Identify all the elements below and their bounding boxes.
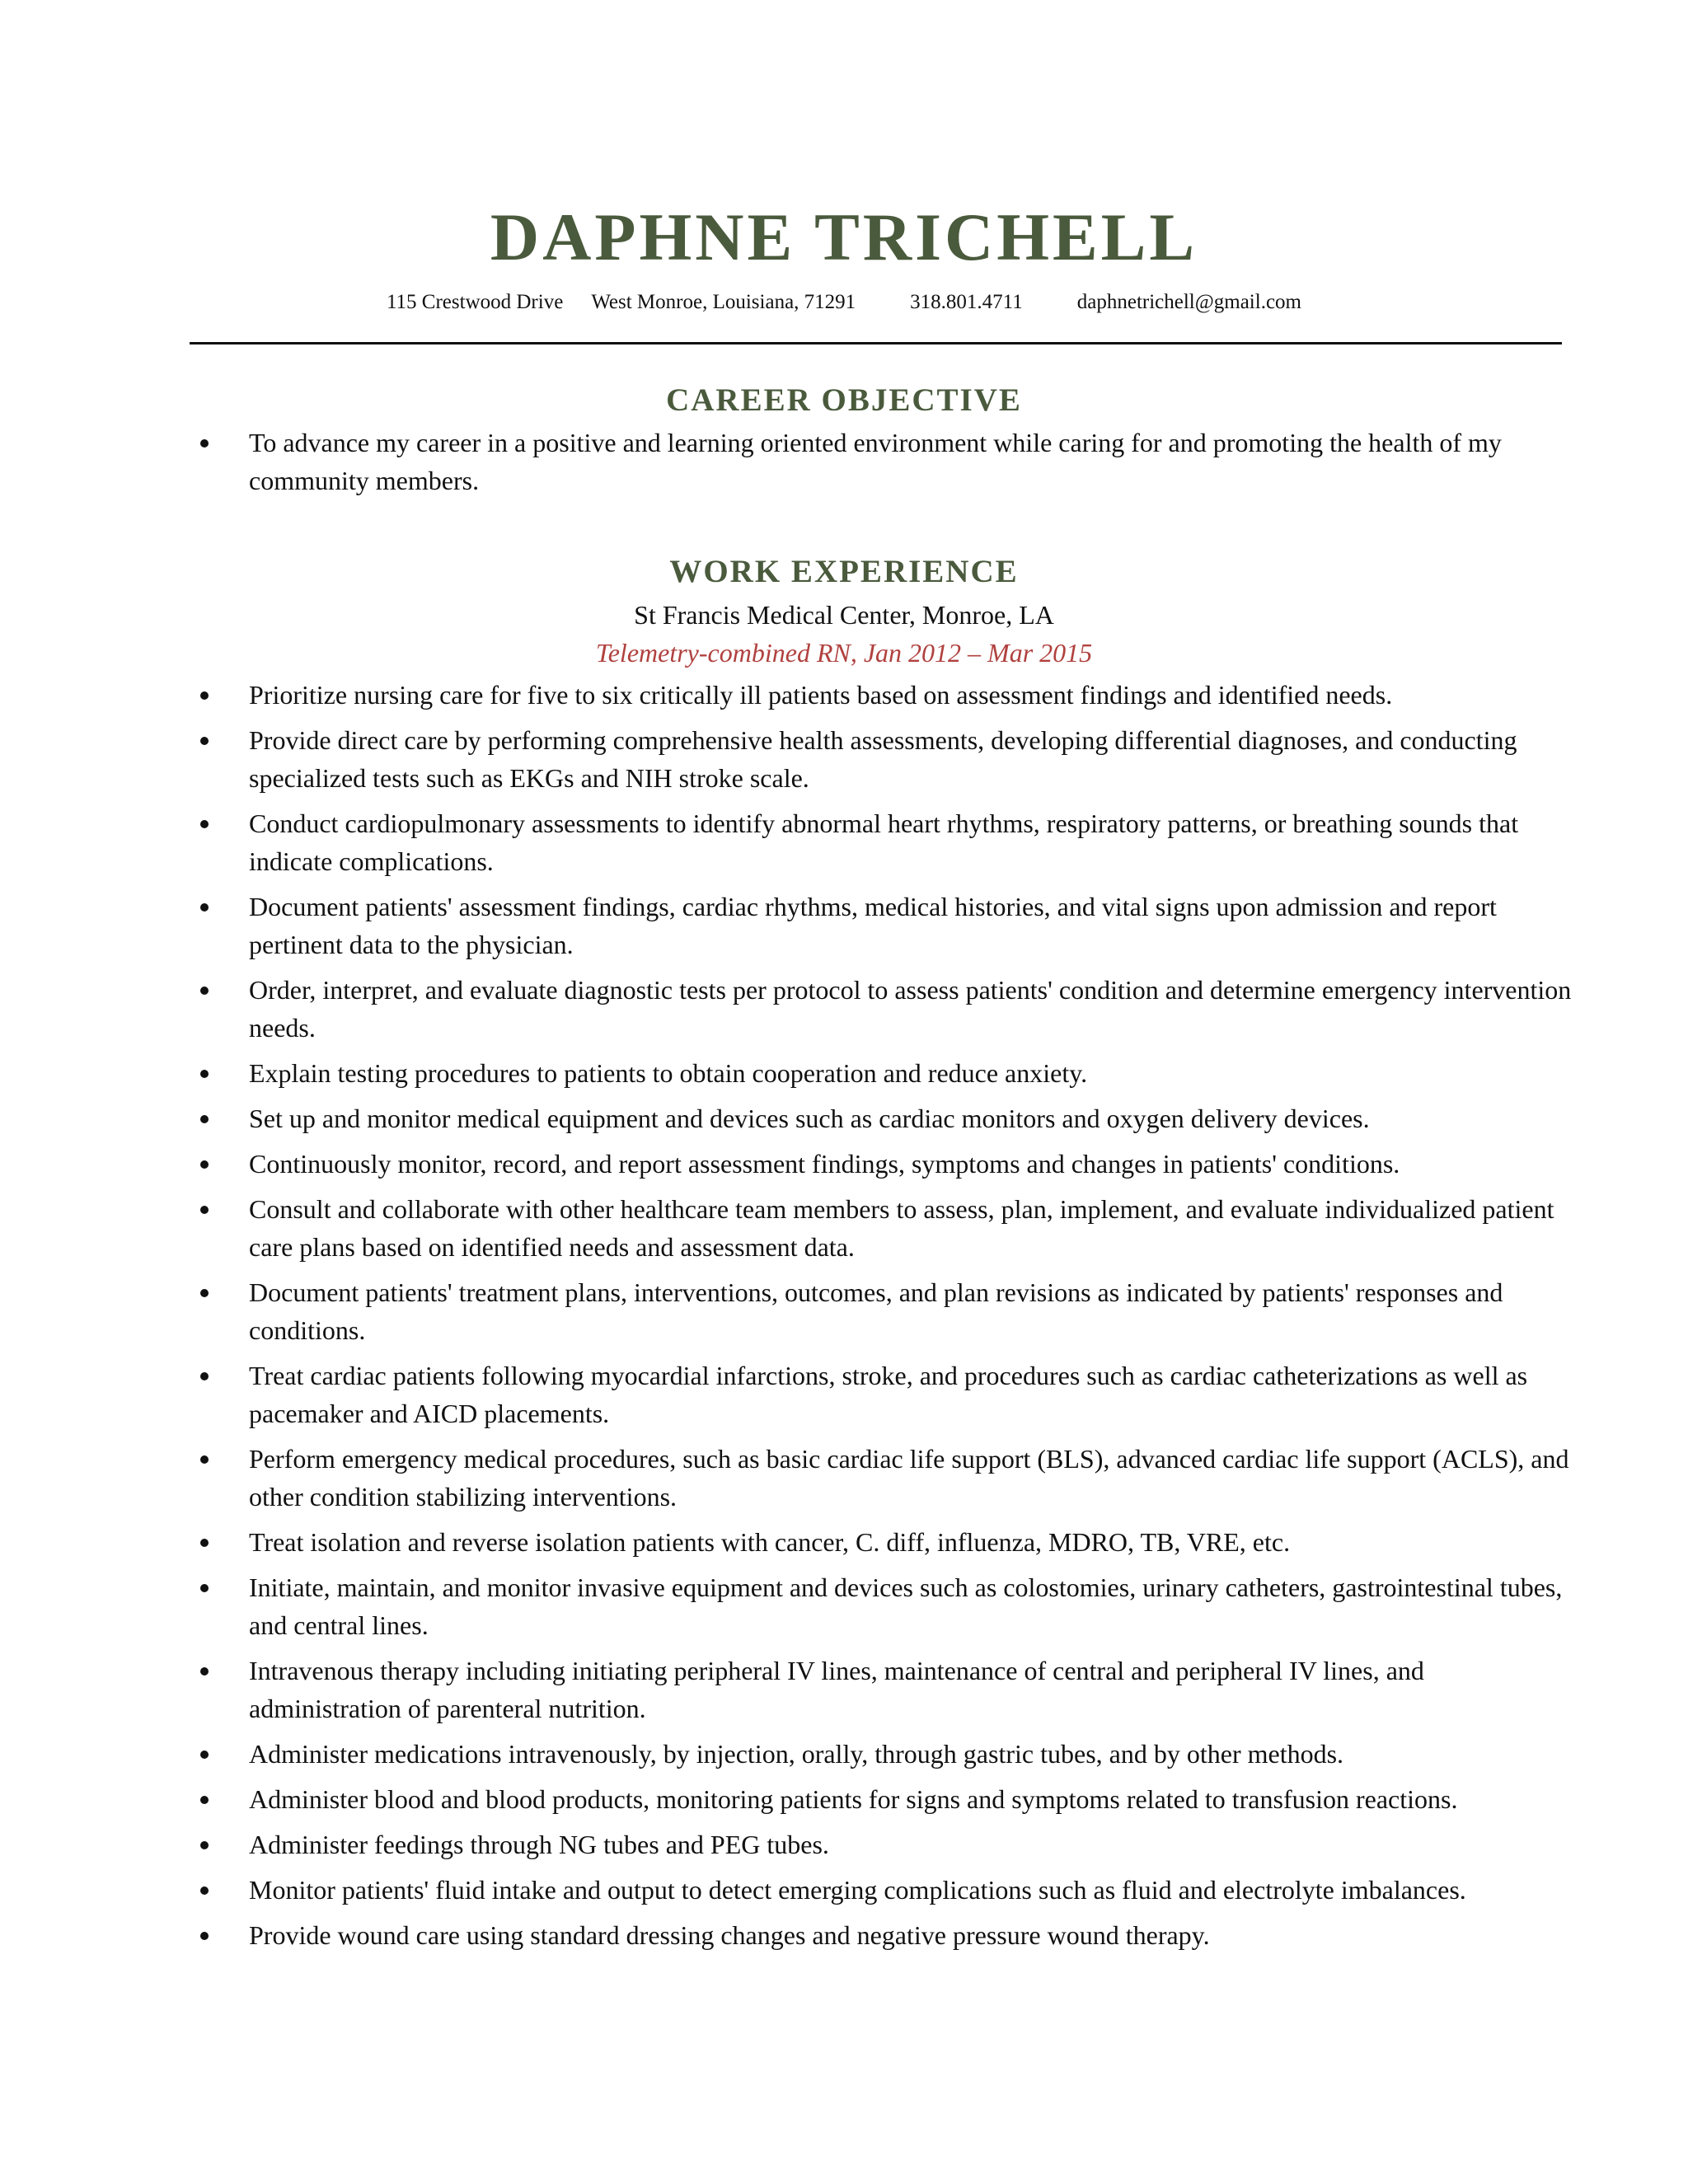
header-divider [190,342,1562,344]
experience-item-text: Prioritize nursing care for five to six critically ill patients based on assessment findings and identified needs. [249,680,1393,710]
bullet-icon [200,903,209,912]
objective-item-text: To advance my career in a positive and learning oriented environment while caring for and promoting the health of my community members. [249,428,1502,495]
experience-item-text: Administer feedings through NG tubes and PEG tubes. [249,1830,829,1859]
contact-street: 115 Crestwood Drive [386,291,564,313]
experience-item [0,1825,1688,1863]
experience-item [0,1780,1688,1818]
objective-item [0,424,1688,499]
bullet-icon [200,439,209,448]
experience-item-text: Monitor patients' fluid intake and output to detect emerging complications such as fluid and electrolyte imbalances. [249,1875,1466,1905]
experience-item [0,804,1688,880]
experience-item-text: Administer medications intravenously, by injection, orally, through gastric tubes, and by other methods. [249,1739,1344,1769]
bullet-icon [200,1667,209,1675]
bullet-icon [200,1841,209,1849]
experience-item-text: Initiate, maintain, and monitor invasive equipment and devices such as colostomies, urinary catheters, gastrointestinal tubes, and central lines. [249,1572,1563,1640]
bullet-icon [200,1070,209,1078]
experience-item [0,1440,1688,1516]
experience-item [0,1145,1688,1183]
bullet-icon [200,1932,209,1940]
experience-item-text: Treat isolation and reverse isolation patients with cancer, C. diff, influenza, MDRO, TB, VRE, etc. [249,1527,1291,1557]
bullet-icon [200,1455,209,1464]
experience-item [0,1652,1688,1727]
experience-item-text: Explain testing procedures to patients to obtain cooperation and reduce anxiety. [249,1058,1088,1088]
experience-heading: WORK EXPERIENCE [669,554,1019,589]
bullet-icon [200,1750,209,1759]
experience-item [0,1054,1688,1092]
experience-item [0,888,1688,963]
contact-city: West Monroe, Louisiana, 71291 [591,291,856,313]
bullet-icon [200,1289,209,1297]
bullet-icon [200,1796,209,1804]
experience-item [0,1735,1688,1773]
bullet-icon [200,1115,209,1123]
experience-item [0,1190,1688,1266]
objective-heading: CAREER OBJECTIVE [666,382,1022,418]
bullet-icon [200,1584,209,1592]
experience-item-text: Order, interpret, and evaluate diagnostic tests per protocol to assess patients' condition and determine emergency intervention needs. [249,975,1572,1043]
experience-list [0,676,1688,1961]
bullet-icon [200,1886,209,1895]
experience-item-text: Provide wound care using standard dressing changes and negative pressure wound therapy. [249,1920,1210,1950]
bullet-icon [200,737,209,745]
experience-item-text: Treat cardiac patients following myocardial infarctions, stroke, and procedures such as cardiac catheterizations as well as pacemaker and AICD placements. [249,1361,1528,1428]
experience-item-text: Document patients' assessment findings, cardiac rhythms, medical histories, and vital signs upon admission and report pertinent data to the physician. [249,892,1497,959]
bullet-icon [200,691,209,700]
contact-email: daphnetrichell@gmail.com [1076,291,1301,313]
bullet-icon [200,1539,209,1547]
experience-item-text: Intravenous therapy including initiating peripheral IV lines, maintenance of central and peripheral IV lines, and administration of parenteral nutrition. [249,1656,1424,1723]
bullet-icon [200,1372,209,1380]
experience-item-text: Continuously monitor, record, and report assessment findings, symptoms and changes in patients' conditions. [249,1149,1400,1179]
experience-item-text: Set up and monitor medical equipment and devices such as cardiac monitors and oxygen delivery devices. [249,1104,1370,1133]
job-position: Telemetry-combined RN, Jan 2012 – Mar 2015 [595,638,1093,668]
bullet-icon [200,1206,209,1214]
experience-item-text: Perform emergency medical procedures, such as basic cardiac life support (BLS), advanced cardiac life support (ACLS), and other condition stabilizing interventions. [249,1444,1569,1511]
experience-item-text: Consult and collaborate with other healthcare team members to assess, plan, implement, and evaluate individualized patient care plans based on identified needs and assessment data. [249,1194,1554,1262]
experience-item-text: Provide direct care by performing comprehensive health assessments, developing differential diagnoses, and conducting specialized tests such as EKGs and NIH stroke scale. [249,725,1517,793]
experience-item-text: Administer blood and blood products, monitoring patients for signs and symptoms related to transfusion reactions. [249,1784,1458,1814]
experience-item-text: Document patients' treatment plans, interventions, outcomes, and plan revisions as indicated by patients' responses and conditions. [249,1277,1503,1345]
experience-item [0,1916,1688,1954]
experience-item [0,1523,1688,1561]
employer-name: St Francis Medical Center, Monroe, LA [634,600,1054,630]
experience-item [0,721,1688,797]
experience-item [0,1568,1688,1644]
bullet-icon [200,820,209,828]
experience-item [0,971,1688,1047]
experience-item [0,1871,1688,1909]
experience-item [0,1273,1688,1349]
experience-item-text: Conduct cardiopulmonary assessments to identify abnormal heart rhythms, respiratory patterns, or breathing sounds that indicate complications. [249,808,1519,876]
objective-list [0,424,1688,507]
contact-phone: 318.801.4711 [910,291,1023,313]
candidate-name: DAPHNE TRICHELL [490,199,1198,274]
bullet-icon [200,1160,209,1169]
experience-item [0,1357,1688,1432]
bullet-icon [200,987,209,995]
experience-item [0,676,1688,714]
experience-item [0,1099,1688,1137]
contact-line [0,288,1688,316]
